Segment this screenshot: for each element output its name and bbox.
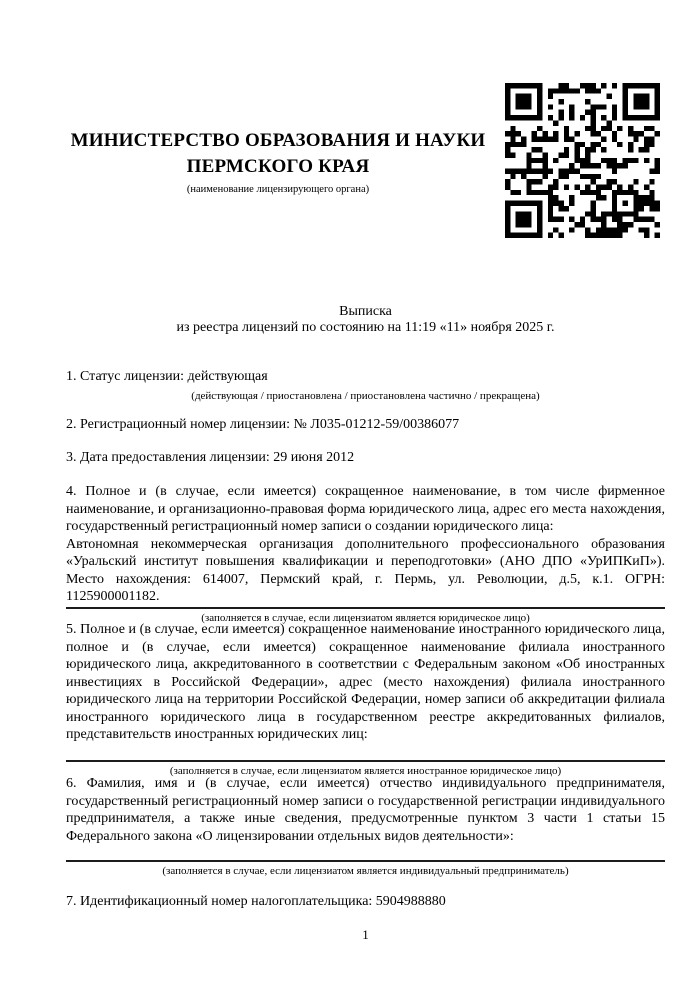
extract-title-block: [66, 304, 665, 336]
license-item-5: [66, 621, 665, 778]
license-item-4: [66, 483, 665, 625]
item-1-text: 1. Статус лицензии: действующая: [66, 369, 268, 384]
item-7-text: 7. Идентификационный номер налогоплательщика: 5904988880: [66, 894, 446, 909]
item-2-text: 2. Регистрационный номер лицензии: № Л035-01212-59/00386077: [66, 417, 460, 432]
extract-date-line: из реестра лицензий по состоянию на 11:19 «11» ноября 2025 г.: [176, 320, 555, 335]
item-3-text: 3. Дата предоставления лицензии: 29 июня 2012: [66, 450, 355, 465]
item-1-note: (действующая / приостановлена / приостановлена частично / прекращена): [191, 389, 540, 402]
fill-in-rule: [66, 607, 665, 609]
license-item-2: [66, 416, 665, 434]
item-4-note: (заполняется в случае, если лицензиатом является юридическое лицо): [201, 611, 530, 624]
qr-code-image: [505, 83, 660, 238]
ministry-title-line1: МИНИСТЕРСТВО ОБРАЗОВАНИЯ И НАУКИ: [70, 130, 486, 151]
ministry-title-line2: ПЕРМСКОГО КРАЯ: [186, 156, 370, 177]
fill-in-rule: [66, 760, 665, 762]
item-6-text: 6. Фамилия, имя и (в случае, если имеется) отчество индивидуального предпринимателя, государственный регистрационный номер записи о государственной регистрации индивидуального предпринимателя, а также иные сведения, предусмотренные пунктом 3 части 1 статьи 15 Федерального закона «О лицензировании отдельных видов деятельности»:: [66, 776, 665, 844]
ministry-subtitle: (наименование лицензирующего органа): [186, 184, 370, 195]
license-item-6: [66, 775, 665, 878]
fill-in-rule: [66, 860, 665, 862]
item-5-text: 5. Полное и (в случае, если имеется) сокращенное наименование иностранного юридического лица, полное и (в случае, если имеется) сокращенное наименование филиала иностранного юридического лица, аккредитованного в соответствии с Федеральным законом «Об иностранных инвестициях в Российской Федерации», адрес (место нахождения) филиала иностранного юридического лица на территории Российской Федерации, номер записи об аккредитации филиала иностранного юридического лица в государственном реестре аккредитованных филиалов, представительств иностранных юридических лиц:: [66, 622, 665, 742]
license-item-7: [66, 893, 665, 911]
license-item-3: [66, 449, 665, 467]
item-6-note: (заполняется в случае, если лицензиатом является индивидуальный предприниматель): [162, 865, 569, 877]
item-4-text: 4. Полное и (в случае, если имеется) сокращенное наименование, в том числе фирменное наименование, и организационно-правовая форма юридического лица, адрес его места нахождения, государственный регистрационный номер записи о создании юридического лица:: [66, 484, 665, 534]
license-item-1: [66, 368, 665, 403]
extract-title: Выписка: [339, 304, 392, 319]
licensing-authority-header: [66, 128, 490, 196]
item-4-value: Автономная некоммерческая организация дополнительного профессионального образования «Уральский институт повышения квалификации и переподготовки» (АНО ДПО «УрИПКиП»). Место нахождения: 614007, Пермский край, г. Пермь, ул. Революции, д.5, к.1. ОГРН: 1125900001182.: [66, 536, 665, 604]
item-5-note: (заполняется в случае, если лицензиатом является иностранное юридическое лицо): [169, 764, 562, 777]
qr-code-icon: [505, 83, 660, 238]
ministry-title: [66, 128, 490, 180]
page-number: 1: [362, 927, 369, 942]
